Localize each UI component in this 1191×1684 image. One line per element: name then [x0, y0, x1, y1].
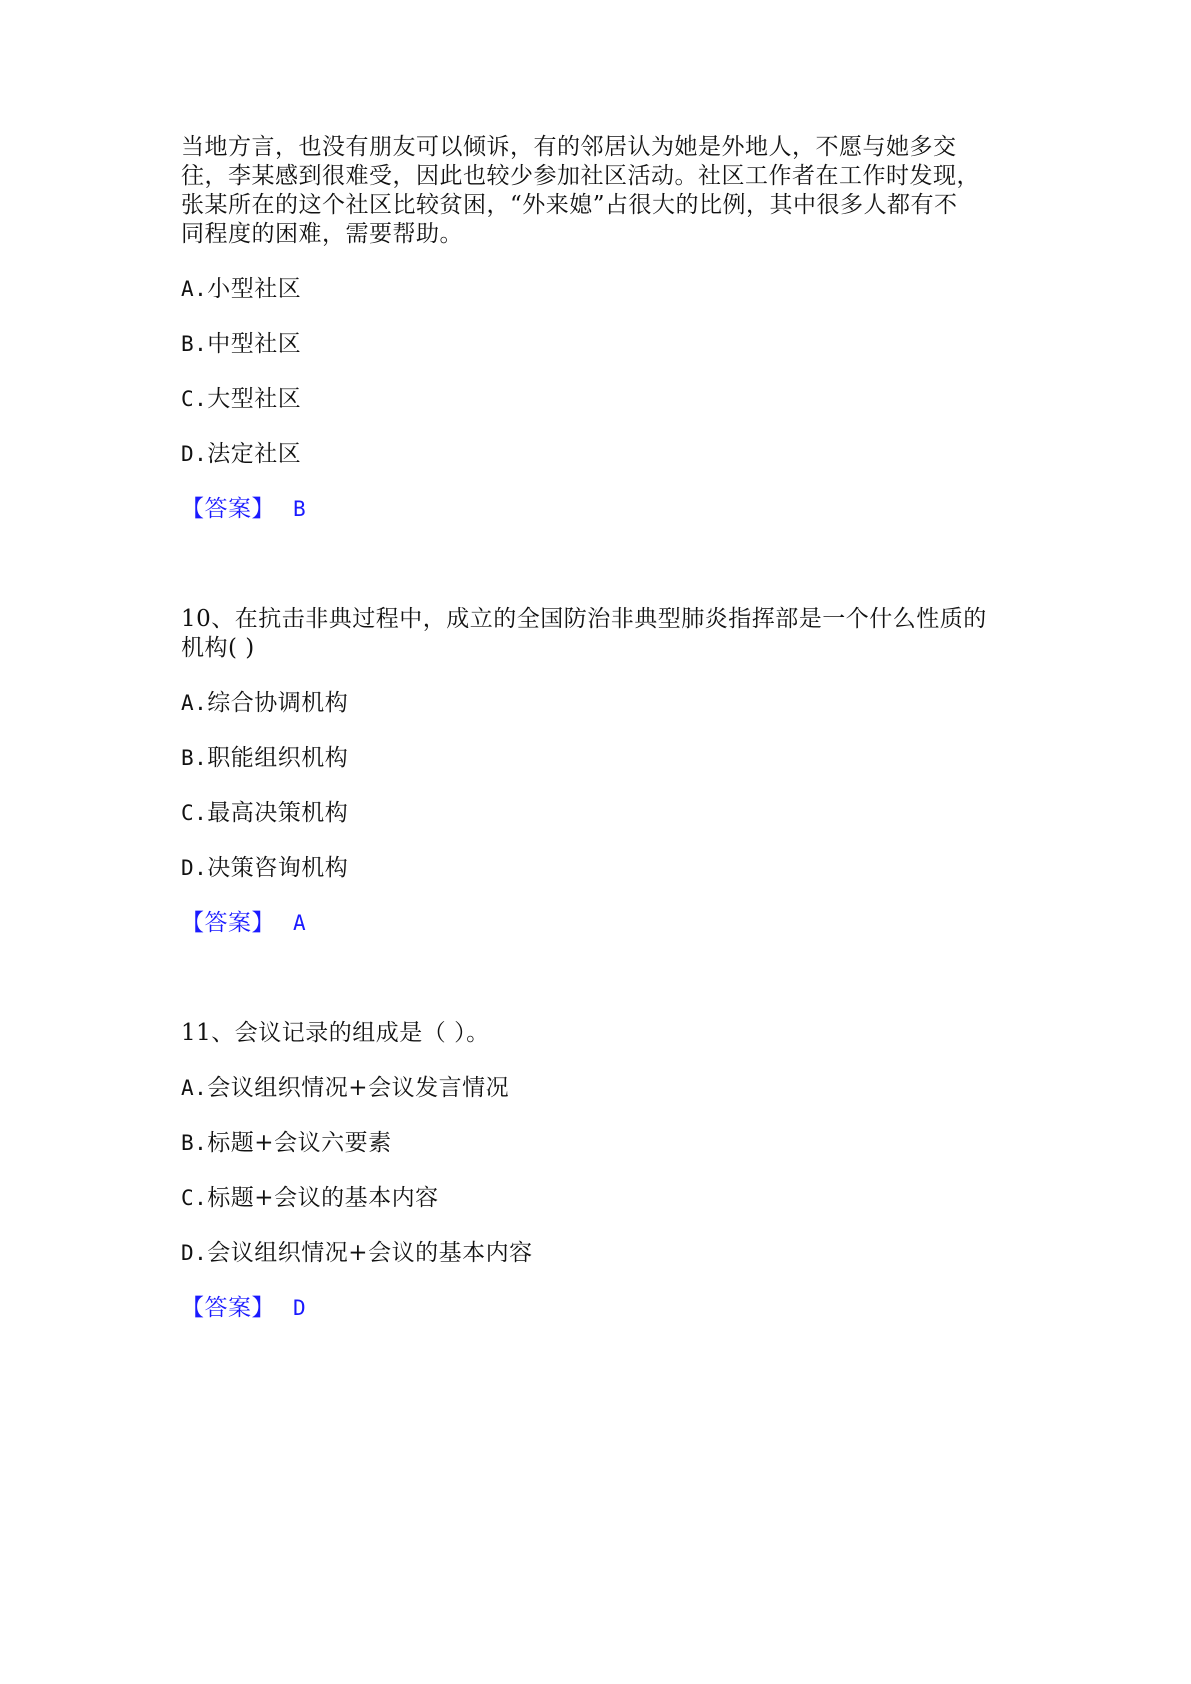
option-letter: B.: [181, 1131, 208, 1155]
option-text: 法定社区: [207, 441, 302, 467]
option-letter: C.: [181, 801, 208, 825]
option-d: [181, 1239, 533, 1268]
option-letter: D.: [181, 1241, 208, 1265]
option-c: [181, 1184, 439, 1213]
paragraph-line: 同程度的困难，需要帮助。: [181, 221, 463, 247]
option-letter: A.: [181, 1076, 208, 1100]
option-c: [181, 799, 348, 828]
option-d: [181, 440, 301, 469]
option-text: 会议组织情况+会议的基本内容: [207, 1240, 533, 1266]
answer-line: [181, 1294, 306, 1323]
option-text: 小型社区: [207, 276, 302, 302]
option-letter: C.: [181, 1186, 208, 1210]
answer-label: 【答案】: [181, 496, 275, 522]
option-text: 大型社区: [207, 386, 302, 412]
option-text: 决策咨询机构: [207, 855, 349, 881]
question-stem-line: 10、在抗击非典过程中，成立的全国防治非典型肺炎指挥部是一个什么性质的: [181, 606, 987, 632]
option-a: [181, 689, 348, 718]
option-text: 标题+会议的基本内容: [207, 1185, 439, 1211]
option-c: [181, 385, 301, 414]
question-stem-line: 11、会议记录的组成是（ ）。: [181, 1020, 490, 1046]
option-letter: A.: [181, 691, 208, 715]
option-a: [181, 1074, 509, 1103]
answer-label: 【答案】: [181, 910, 275, 936]
option-text: 中型社区: [207, 331, 302, 357]
option-text: 职能组织机构: [207, 745, 349, 771]
option-letter: D.: [181, 856, 208, 880]
answer-value: A: [293, 911, 307, 935]
option-text: 综合协调机构: [207, 690, 349, 716]
paragraph-line: 当地方言，也没有朋友可以倾诉，有的邻居认为她是外地人，不愿与她多交: [181, 134, 957, 160]
option-b: [181, 330, 301, 359]
option-letter: B.: [181, 746, 208, 770]
answer-value: B: [293, 497, 307, 521]
option-letter: B.: [181, 332, 208, 356]
answer-value: D: [293, 1296, 307, 1320]
paragraph-line: 往，李某感到很难受，因此也较少参加社区活动。社区工作者在工作时发现，: [181, 163, 980, 189]
option-text: 标题+会议六要素: [207, 1130, 392, 1156]
answer-label: 【答案】: [181, 1295, 275, 1321]
answer-line: [181, 495, 306, 524]
question-stem-line: 机构( ): [181, 635, 255, 661]
option-letter: A.: [181, 277, 208, 301]
option-text: 会议组织情况+会议发言情况: [207, 1075, 510, 1101]
option-letter: D.: [181, 442, 208, 466]
option-text: 最高决策机构: [207, 800, 349, 826]
option-b: [181, 1129, 392, 1158]
option-d: [181, 854, 348, 883]
answer-line: [181, 909, 306, 938]
paragraph-line: 张某所在的这个社区比较贫困，“外来媳”占很大的比例，其中很多人都有不: [181, 192, 958, 218]
option-letter: C.: [181, 387, 208, 411]
option-a: [181, 275, 301, 304]
option-b: [181, 744, 348, 773]
